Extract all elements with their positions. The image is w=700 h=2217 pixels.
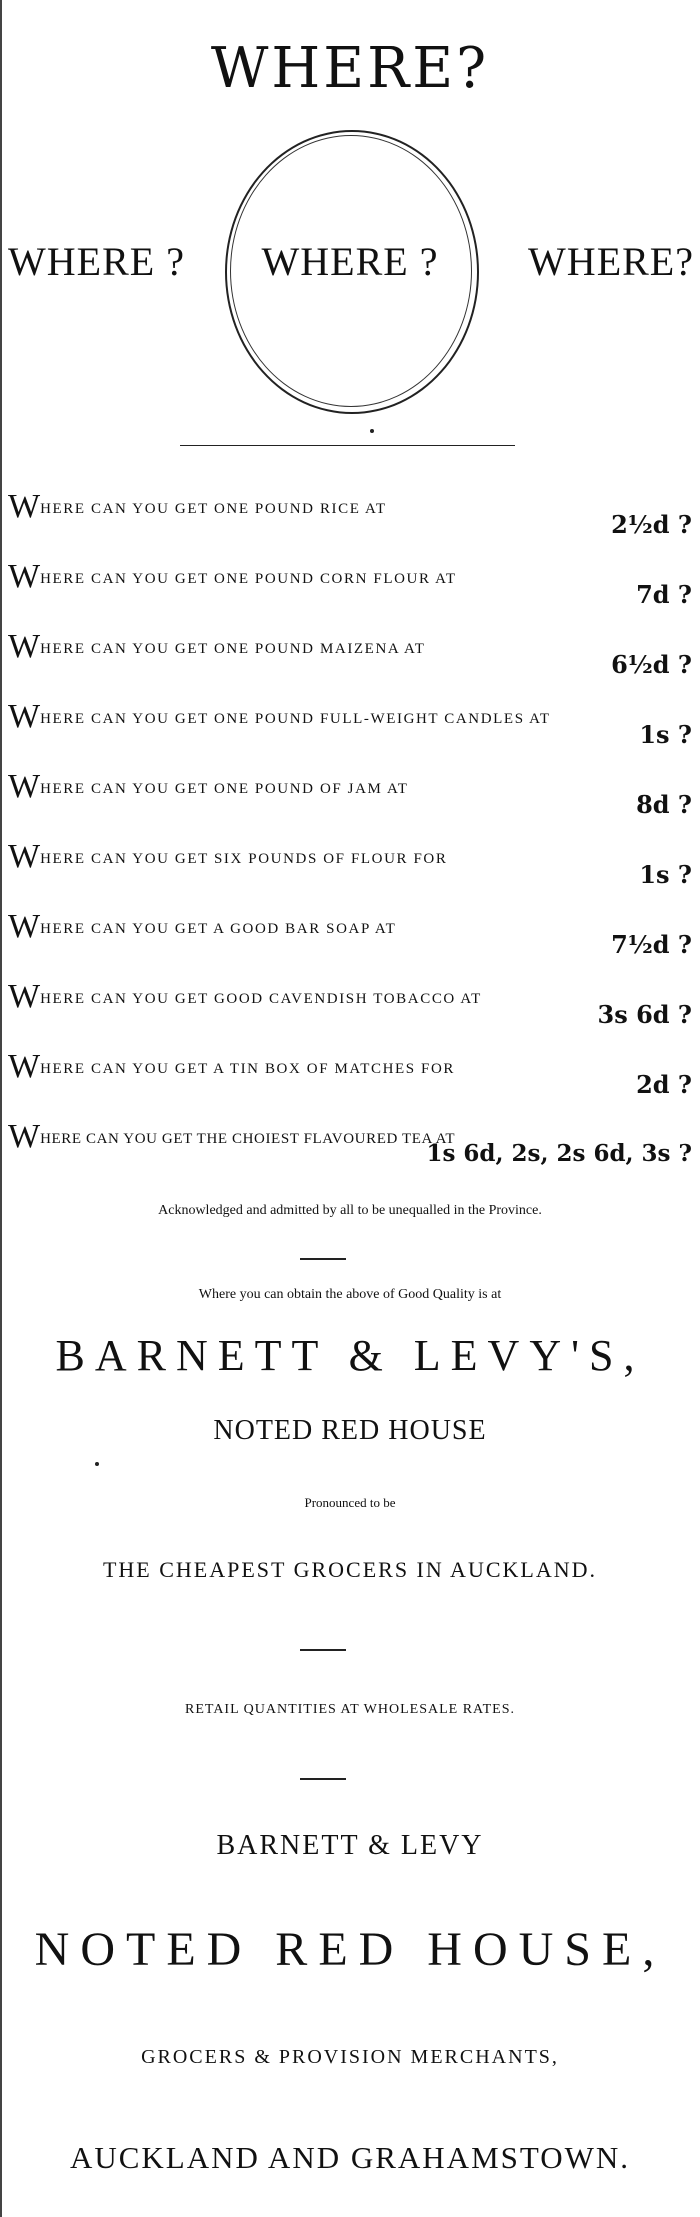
price-item: [8, 488, 696, 558]
item-price: 7½d ?: [611, 930, 692, 959]
price-item: [8, 1048, 696, 1118]
store-name: BARNETT & LEVY'S,: [55, 1331, 645, 1380]
where-right: WHERE?: [528, 239, 694, 284]
item-price: 2½d ?: [611, 510, 692, 539]
item-question: WHERE CAN YOU GET A TIN BOX OF MATCHES FOR: [8, 1048, 456, 1085]
price-item: [8, 978, 696, 1048]
pronounced-line: Pronounced to be: [304, 1495, 396, 1510]
item-question: WHERE CAN YOU GET SIX POUNDS OF FLOUR FOR: [8, 838, 448, 875]
short-rule: [300, 1649, 346, 1651]
item-question: WHERE CAN YOU GET ONE POUND MAIZENA AT: [8, 628, 426, 665]
obtain-line: Where you can obtain the above of Good Quality is at: [198, 1287, 502, 1302]
item-price: 3s 6d ?: [597, 1000, 692, 1029]
cheapest-grocers: THE CHEAPEST GROCERS IN AUCKLAND.: [102, 1557, 597, 1582]
short-rule: [300, 1258, 346, 1260]
grocers-line: GROCERS & PROVISION MERCHANTS,: [141, 2046, 559, 2068]
short-rule: [300, 1778, 346, 1780]
item-price: 2d ?: [636, 1070, 692, 1099]
firm-name: BARNETT & LEVY: [216, 1830, 484, 1861]
price-item: [8, 628, 696, 698]
price-item: [8, 558, 696, 628]
towns-line: AUCKLAND AND GRAHAMSTOWN.: [69, 2140, 631, 2175]
item-question: WHERE CAN YOU GET ONE POUND OF JAM AT: [8, 768, 409, 805]
ink-speck: [370, 429, 374, 433]
page-edge-line: [0, 0, 2, 2217]
item-price: 6½d ?: [611, 650, 692, 679]
ink-speck: [95, 1462, 99, 1466]
price-item: [8, 698, 696, 768]
item-price: 1s ?: [639, 720, 692, 749]
headline: WHERE?: [210, 36, 490, 101]
item-question: WHERE CAN YOU GET A GOOD BAR SOAP AT: [8, 908, 397, 945]
item-question: WHERE CAN YOU GET GOOD CAVENDISH TOBACCO AT: [8, 978, 482, 1015]
noted-red-house-large: NOTED RED HOUSE,: [34, 1923, 666, 1976]
noted-red-house: NOTED RED HOUSE: [213, 1415, 487, 1446]
price-item: [8, 838, 696, 908]
item-question: WHERE CAN YOU GET ONE POUND RICE AT: [8, 488, 387, 525]
price-item: [8, 768, 696, 838]
item-price: 8d ?: [636, 790, 692, 819]
price-list: [8, 488, 696, 1188]
item-price: 7d ?: [636, 580, 692, 609]
acknowledged-line: Acknowledged and admitted by all to be unequalled in the Province.: [158, 1203, 542, 1218]
item-price: 1s 6d, 2s, 2s 6d, 3s ?: [426, 1140, 692, 1167]
where-center: WHERE ?: [261, 239, 439, 284]
retail-line: RETAIL QUANTITIES AT WHOLESALE RATES.: [185, 1702, 515, 1717]
item-question: WHERE CAN YOU GET ONE POUND FULL-WEIGHT CANDLES AT: [8, 698, 551, 735]
item-question: WHERE CAN YOU GET THE CHOIEST FLAVOURED TEA AT: [8, 1118, 456, 1155]
item-price: 1s ?: [639, 860, 692, 889]
price-item: [8, 1118, 696, 1188]
divider-rule: [180, 445, 515, 446]
item-question: WHERE CAN YOU GET ONE POUND CORN FLOUR AT: [8, 558, 457, 595]
price-item: [8, 908, 696, 978]
where-left: WHERE ?: [8, 239, 185, 284]
